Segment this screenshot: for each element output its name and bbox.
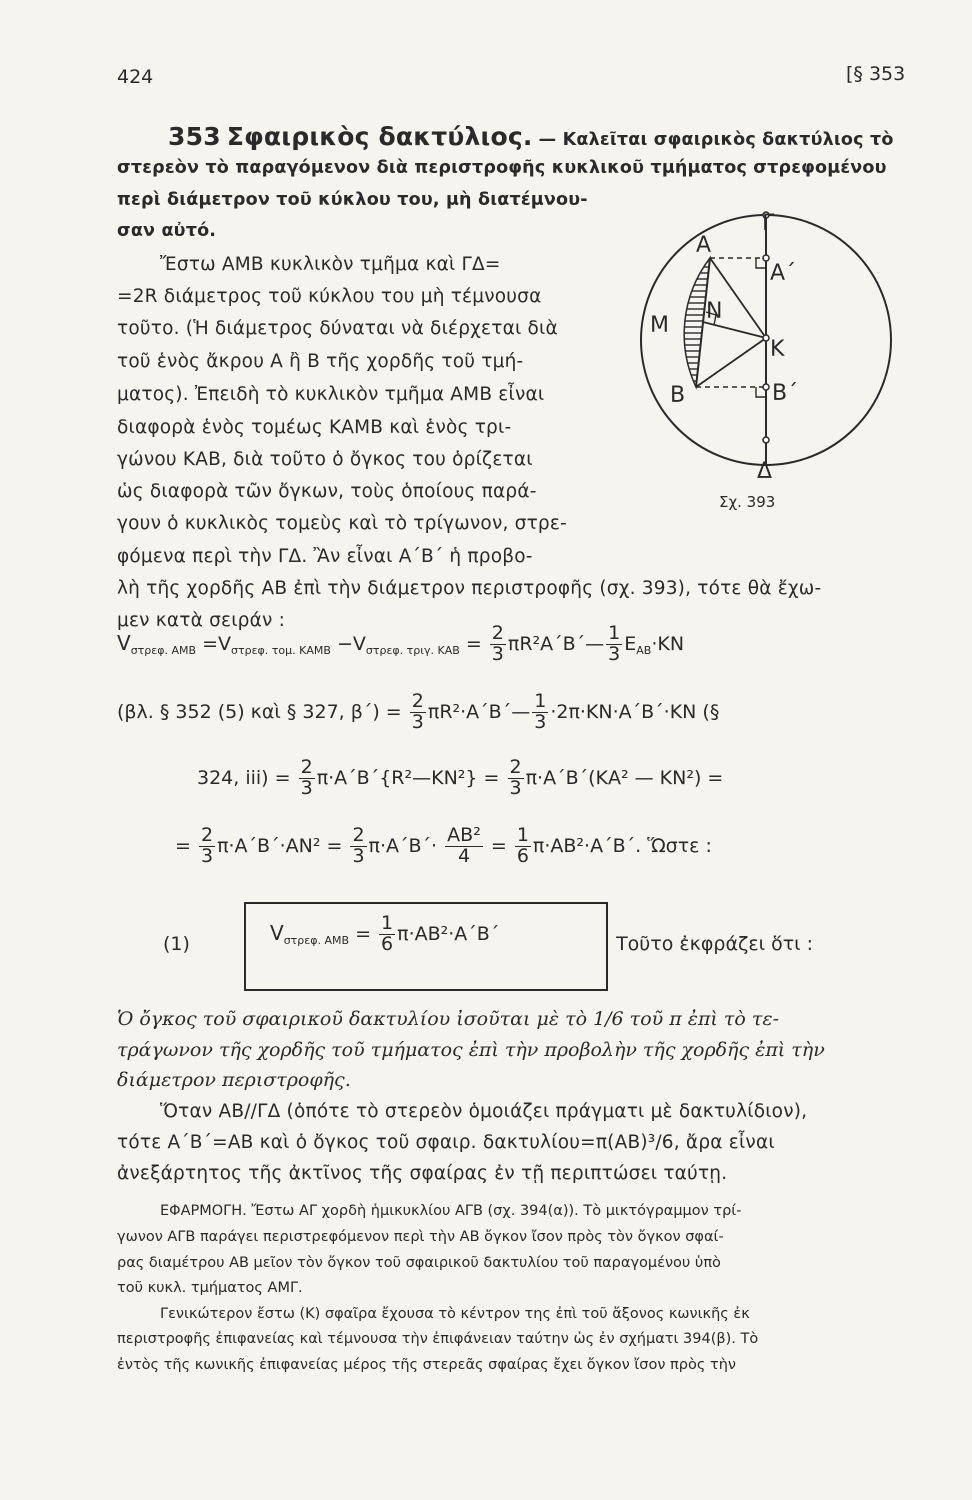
point-d bbox=[763, 437, 769, 443]
label-a-prime: Α΄ bbox=[770, 261, 797, 286]
numerator: ΑΒ² bbox=[447, 824, 481, 846]
fraction-1-3 bbox=[532, 692, 548, 733]
boxed-formula-label: (1) bbox=[163, 933, 190, 955]
section-number: 353 bbox=[168, 122, 221, 151]
numerator: 2 bbox=[509, 756, 522, 778]
theorem-line: διάμετρον περιστροφῆς. bbox=[117, 1069, 351, 1091]
label-d: Δ bbox=[757, 459, 773, 484]
equation-reference-line bbox=[117, 692, 719, 733]
eq-part: ·2π·ΚΝ·Α΄Β΄·ΚΝ (§ bbox=[550, 700, 720, 723]
eq-part: (βλ. § 352 (5) καὶ § 327, β΄) = bbox=[117, 700, 402, 723]
numerator: 2 bbox=[411, 690, 424, 712]
eq-sub: ΑΒ bbox=[636, 643, 652, 657]
fraction-2-3 bbox=[350, 826, 366, 867]
eq-sub: στρεφ. τριγ. ΚΑΒ bbox=[365, 643, 460, 657]
fraction-1-6 bbox=[379, 914, 395, 955]
eq-part: π·ΑΒ²·Α΄Β΄ bbox=[397, 922, 500, 945]
eq-part: π·Α΄Β΄(ΚΑ² — ΚΝ²) = bbox=[525, 766, 724, 789]
application-line: ΕΦΑΡΜΟΓΗ. Ἔστω ΑΓ χορδὴ ἡμικυκλίου ΑΓΒ (σχ. 394(α)). Τὸ μικτόγραμμον τρί- bbox=[160, 1203, 742, 1219]
eq-part: = bbox=[465, 632, 482, 655]
figure-393 bbox=[630, 210, 920, 530]
label-m: Μ bbox=[650, 313, 669, 338]
label-k: Κ bbox=[770, 337, 785, 362]
denominator: 4 bbox=[457, 844, 471, 867]
fraction-2-3 bbox=[410, 692, 426, 733]
application-line: περιστροφῆς ἐπιφανείας καὶ τέμνουσα τὴν ἐπιφάνειαν ταύτην ὡς ἐν σχήματι 394(β). Τὸ bbox=[117, 1331, 759, 1347]
denominator: 3 bbox=[411, 710, 424, 733]
eq-part: 324, iii) = bbox=[197, 766, 291, 789]
fraction-2-3 bbox=[299, 758, 315, 799]
equation-line-4 bbox=[175, 826, 712, 867]
fraction-2-3 bbox=[508, 758, 524, 799]
eq-sub: στρεφ. ΑΜΒ bbox=[130, 643, 197, 657]
denominator: 6 bbox=[516, 844, 529, 867]
label-n: Ν bbox=[706, 299, 723, 324]
label-b: Β bbox=[670, 383, 686, 408]
eq-part: = bbox=[355, 922, 371, 945]
eq-part: πR²Α΄Β΄— bbox=[507, 632, 605, 655]
eq-part: −V bbox=[336, 632, 366, 655]
eq-part: π·Α΄Β΄{R²—ΚΝ²} = bbox=[316, 766, 500, 789]
numerator: 2 bbox=[300, 756, 313, 778]
label-b-prime: Β΄ bbox=[772, 381, 799, 406]
body-line: Ἔστω ΑΜΒ κυκλικὸν τμῆμα καὶ ΓΔ= bbox=[160, 254, 501, 275]
eq-part: πR²·Α΄Β΄— bbox=[427, 700, 531, 723]
numerator: 2 bbox=[491, 622, 504, 644]
denominator: 3 bbox=[608, 642, 621, 665]
definition-line: περὶ διάμετρον τοῦ κύκλου του, μὴ διατέμνου- bbox=[117, 190, 588, 210]
denominator: 6 bbox=[381, 932, 394, 955]
fraction-2-3 bbox=[199, 826, 215, 867]
body-line: γώνου ΚΑΒ, διὰ τοῦτο ὁ ὄγκος του ὁρίζεται bbox=[117, 449, 533, 470]
body-line: ὡς διαφορὰ τῶν ὄγκων, τοὺς ὁποίους παρά- bbox=[117, 481, 537, 502]
eq-part: = bbox=[175, 834, 191, 857]
section-heading bbox=[168, 122, 894, 151]
radius-kb bbox=[696, 338, 766, 387]
application-line: γωνον ΑΓΒ παράγει περιστρεφόμενον περὶ τὴν ΑΒ ὄγκον ἴσον πρὸς τὸν ὄγκον σφαί- bbox=[117, 1229, 724, 1245]
boxed-formula bbox=[270, 914, 499, 955]
point-a-prime bbox=[763, 255, 769, 261]
body-line: τοῦ ἑνὸς ἄκρου Α ἢ Β τῆς χορδῆς τοῦ τμή- bbox=[117, 351, 524, 372]
denominator: 3 bbox=[509, 776, 522, 799]
page-number: 424 bbox=[117, 66, 154, 88]
numerator: 1 bbox=[534, 690, 547, 712]
eq-part: =V bbox=[202, 632, 231, 655]
numerator: 1 bbox=[516, 824, 529, 846]
fraction-2-3 bbox=[490, 624, 506, 665]
label-g: Γ bbox=[762, 211, 775, 236]
eq-sub: στρεφ. τομ. ΚΑΜΒ bbox=[231, 643, 331, 657]
fraction-1-3 bbox=[606, 624, 622, 665]
theorem-line: Ὁ ὄγκος τοῦ σφαιρικοῦ δακτυλίου ἰσοῦται μὲ τὸ 1/6 τοῦ π ἐπὶ τὸ τε- bbox=[117, 1008, 780, 1030]
eq-part: = bbox=[490, 834, 507, 857]
application-line: τοῦ κυκλ. τμήματος ΑΜΓ. bbox=[117, 1280, 303, 1296]
eq-part: Ε bbox=[624, 632, 637, 655]
remark-line: Ὅταν ΑΒ//ΓΔ (ὁπότε τὸ στερεὸν ὁμοιάζει πράγματι μὲ δακτυλίδιον), bbox=[160, 1101, 808, 1122]
denominator: 3 bbox=[352, 844, 365, 867]
equation-volume-difference bbox=[117, 624, 684, 665]
remark-line: ἀνεξάρτητος τῆς ἀκτῖνος τῆς σφαίρας ἐν τῇ περιπτώσει ταύτῃ. bbox=[117, 1163, 728, 1184]
application-line: ρας διαμέτρου ΑΒ μεῖον τὸν ὄγκον τοῦ σφαιρικοῦ δακτυλίου τοῦ παραγομένου ὑπὸ bbox=[117, 1255, 721, 1271]
body-line: φόμενα περὶ τὴν ΓΔ. Ἂν εἶναι Α΄Β΄ ἡ προβο- bbox=[117, 546, 533, 567]
application-line: ἐντὸς τῆς κωνικῆς ἐπιφανείας μέρος τῆς στερεᾶς σφαίρας ἔχει ὄγκον ἴσον πρὸς τὴν bbox=[117, 1357, 737, 1373]
fraction-1-6 bbox=[515, 826, 531, 867]
equation-line-3 bbox=[197, 758, 723, 799]
body-line: τοῦτο. (Ἡ διάμετρος δύναται νὰ διέρχεται διὰ bbox=[117, 318, 558, 339]
denominator: 3 bbox=[491, 642, 504, 665]
denominator: 3 bbox=[300, 776, 313, 799]
numerator: 2 bbox=[200, 824, 214, 846]
eq-v: V bbox=[117, 630, 131, 655]
denominator: 3 bbox=[200, 844, 214, 867]
body-line: ματος). Ἐπειδὴ τὸ κυκλικὸν τμῆμα ΑΜΒ εἶναι bbox=[117, 384, 545, 405]
point-k bbox=[763, 335, 769, 341]
application-line: Γενικώτερον ἔστω (Κ) σφαῖρα ἔχουσα τὸ κέντρον της ἐπὶ τοῦ ἄξονος κωνικῆς ἐκ bbox=[160, 1306, 750, 1322]
section-title: Σφαιρικὸς δακτύλιος. bbox=[226, 122, 533, 151]
eq-sub: στρεφ. ΑΜΒ bbox=[283, 933, 350, 947]
denominator: 3 bbox=[534, 710, 547, 733]
eq-part: π·Α΄Β΄· bbox=[368, 834, 438, 857]
eq-part: ·ΚΝ bbox=[651, 632, 685, 655]
definition-line: στερεὸν τὸ παραγόμενον διὰ περιστροφῆς κυκλικοῦ τμήματος στρεφομένου bbox=[117, 158, 887, 178]
body-line: γουν ὁ κυκλικὸς τομεὺς καὶ τὸ τρίγωνον, στρε- bbox=[117, 513, 567, 534]
numerator: 1 bbox=[608, 622, 621, 644]
remark-line: τότε Α΄Β΄=ΑΒ καὶ ὁ ὄγκος τοῦ σφαιρ. δακτυλίου=π(ΑΒ)³/6, ἄρα εἶναι bbox=[117, 1132, 775, 1153]
point-b-prime bbox=[763, 384, 769, 390]
figure-caption: Σχ. 393 bbox=[719, 493, 776, 511]
label-a: Α bbox=[696, 233, 712, 258]
eq-part: π·Α΄Β΄·ΑΝ² = bbox=[217, 834, 343, 857]
section-reference: [§ 353 bbox=[846, 63, 906, 85]
body-line: =2R διάμετρος τοῦ κύκλου του μὴ τέμνουσα bbox=[117, 286, 542, 307]
definition-line: σαν αὐτό. bbox=[117, 221, 217, 241]
definition-start: — Καλεῖται σφαιρικὸς δακτύλιος τὸ bbox=[538, 130, 894, 150]
boxed-formula-after: . Τοῦτο ἐκφράζει ὅτι : bbox=[604, 933, 813, 955]
eq-v: V bbox=[270, 920, 284, 945]
eq-part: π·ΑΒ²·Α΄Β΄. Ὥστε : bbox=[532, 834, 712, 857]
body-line: μεν κατὰ σειράν : bbox=[117, 610, 286, 631]
fraction-ab2-4 bbox=[445, 826, 483, 867]
theorem-line: τράγωνον τῆς χορδῆς τοῦ τμήματος ἐπὶ τὴν προβολὴν τῆς χορδῆς ἐπὶ τὴν bbox=[117, 1039, 825, 1061]
numerator: 2 bbox=[352, 824, 365, 846]
body-line: λὴ τῆς χορδῆς ΑΒ ἐπὶ τὴν διάμετρον περιστροφῆς (σχ. 393), τότε θὰ ἔχω- bbox=[117, 578, 822, 599]
body-line: διαφορὰ ἑνὸς τομέως ΚΑΜΒ καὶ ἑνὸς τρι- bbox=[117, 417, 512, 438]
numerator: 1 bbox=[381, 912, 394, 934]
